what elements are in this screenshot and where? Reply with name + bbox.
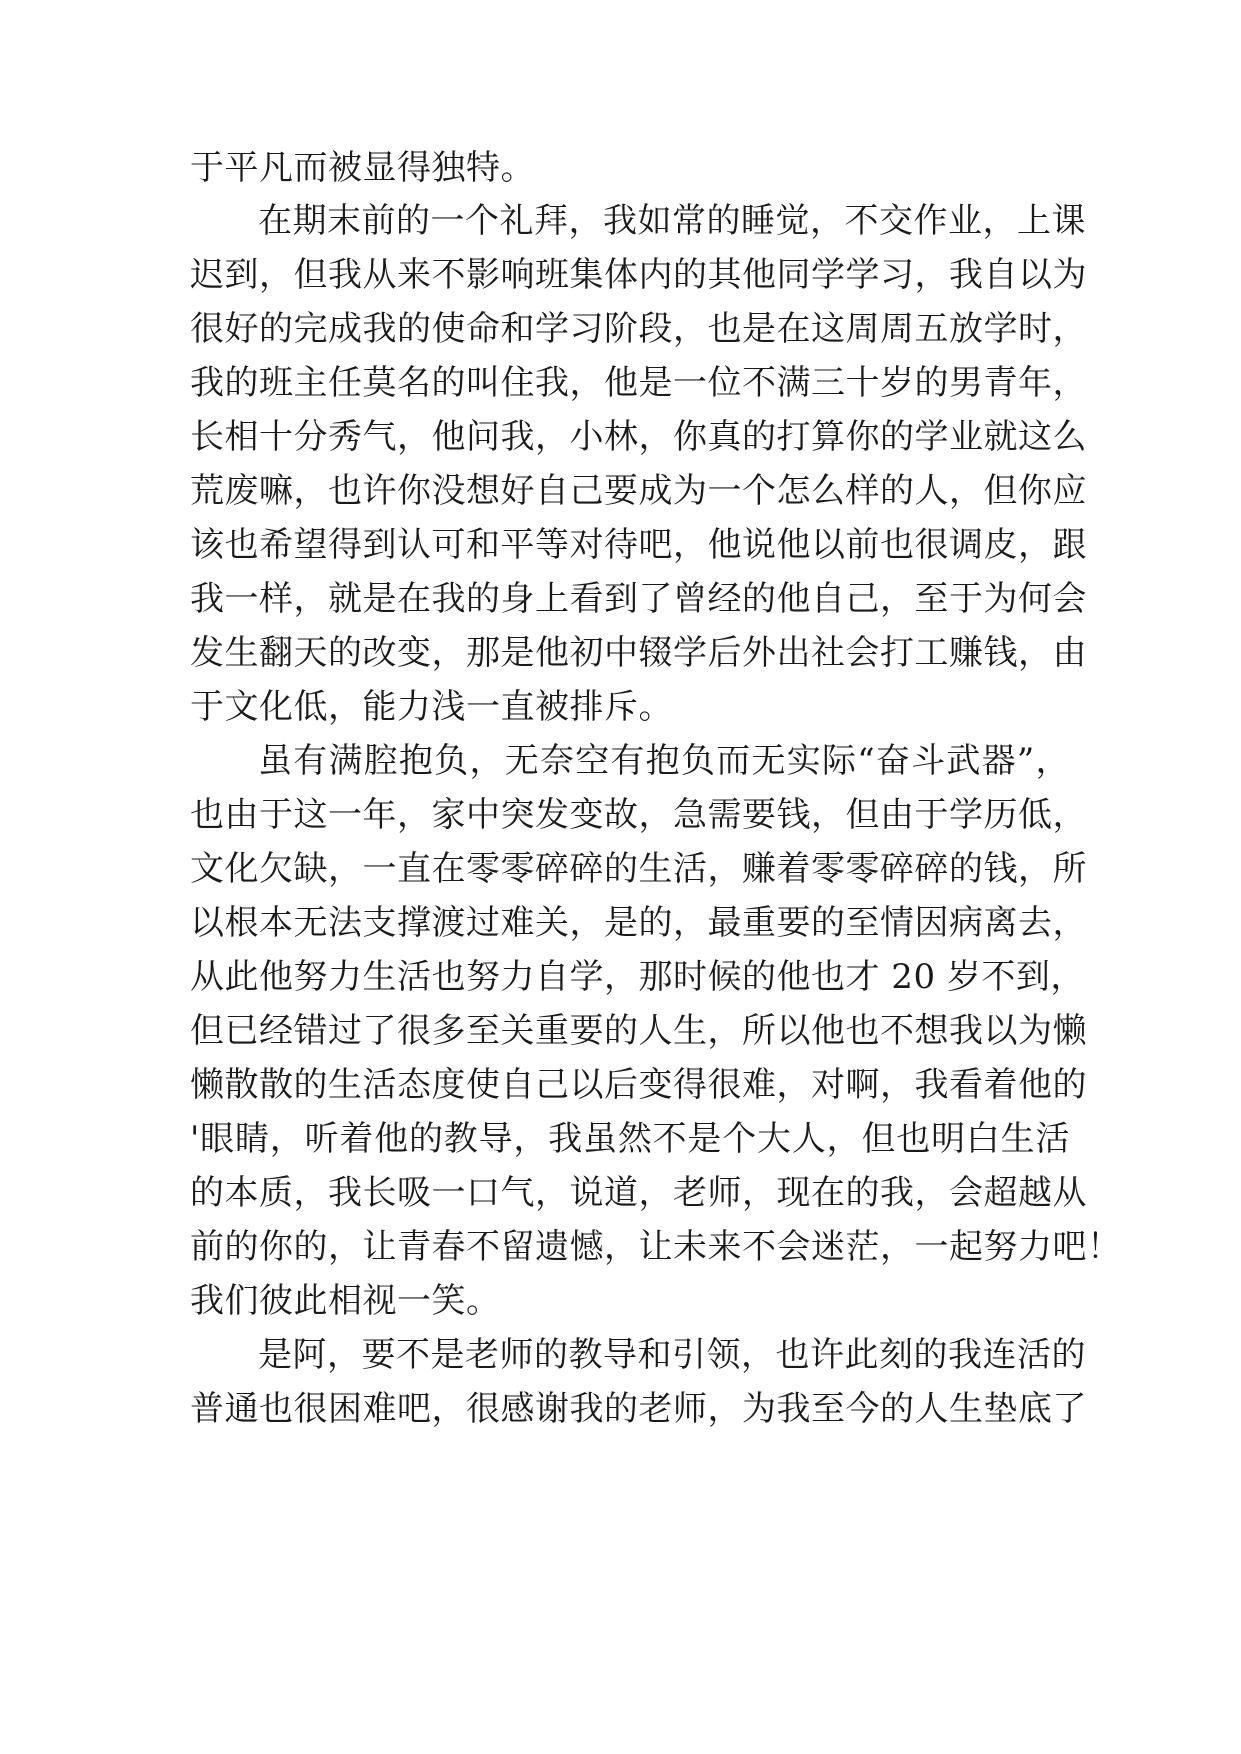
- text-line: 的本质，我长吸一口气，说道，老师，现在的我，会超越从: [190, 1173, 1087, 1213]
- text-line: 我一样，就是在我的身上看到了曾经的他自己，至于为何会: [190, 579, 1087, 619]
- text-line: 文化欠缺，一直在零零碎碎的生活，赚着零零碎碎的钱，所: [190, 849, 1087, 889]
- text-line: 也由于这一年，家中突发变故，急需要钱，但由于学历低，: [190, 795, 1087, 835]
- text-line: 长相十分秀气，他问我，小林，你真的打算你的学业就这么: [190, 417, 1087, 457]
- text-line: 我的班主任莫名的叫住我，他是一位不满三十岁的男青年，: [190, 363, 1087, 403]
- text-line: 虽有满腔抱负，无奈空有抱负而无实际“奋斗武器”，: [258, 741, 1070, 781]
- text-line: 荒废嘛，也许你没想好自己要成为一个怎么样的人，但你应: [190, 471, 1087, 511]
- text-line: 但已经错过了很多至关重要的人生，所以他也不想我以为懒: [190, 1011, 1087, 1051]
- text-line: 发生翻天的改变，那是他初中辍学后外出社会打工赚钱，由: [190, 633, 1087, 673]
- text-line: 前的你的，让青春不留遗憾，让未来不会迷茫，一起努力吧！: [190, 1227, 1122, 1267]
- text-line: 该也希望得到认可和平等对待吧，他说他以前也很调皮，跟: [190, 525, 1087, 565]
- text-line: 从此他努力生活也努力自学，那时候的他也才 20 岁不到，: [190, 957, 1085, 997]
- text-line: 我们彼此相视一笑。: [190, 1281, 501, 1321]
- text-line: 于平凡而被显得独特。: [190, 148, 535, 188]
- text-line: 普通也很困难吧，很感谢我的老师，为我至今的人生垫底了: [190, 1389, 1087, 1429]
- text-line: 是阿，要不是老师的教导和引领，也许此刻的我连活的: [258, 1335, 1086, 1375]
- text-line: 很好的完成我的使命和学习阶段，也是在这周周五放学时，: [190, 309, 1087, 349]
- text-line: 迟到，但我从来不影响班集体内的其他同学学习，我自以为: [190, 255, 1087, 295]
- text-line: 以根本无法支撑渡过难关，是的，最重要的至情因病离去，: [190, 903, 1087, 943]
- text-line: 在期末前的一个礼拜，我如常的睡觉，不交作业，上课: [258, 201, 1086, 241]
- text-line: '眼睛，听着他的教导，我虽然不是个大人，但也明白生活: [190, 1119, 1070, 1159]
- text-line: 懒散散的生活态度使自己以后变得很难，对啊，我看着他的: [190, 1065, 1087, 1105]
- text-line: 于文化低，能力浅一直被排斥。: [190, 687, 673, 727]
